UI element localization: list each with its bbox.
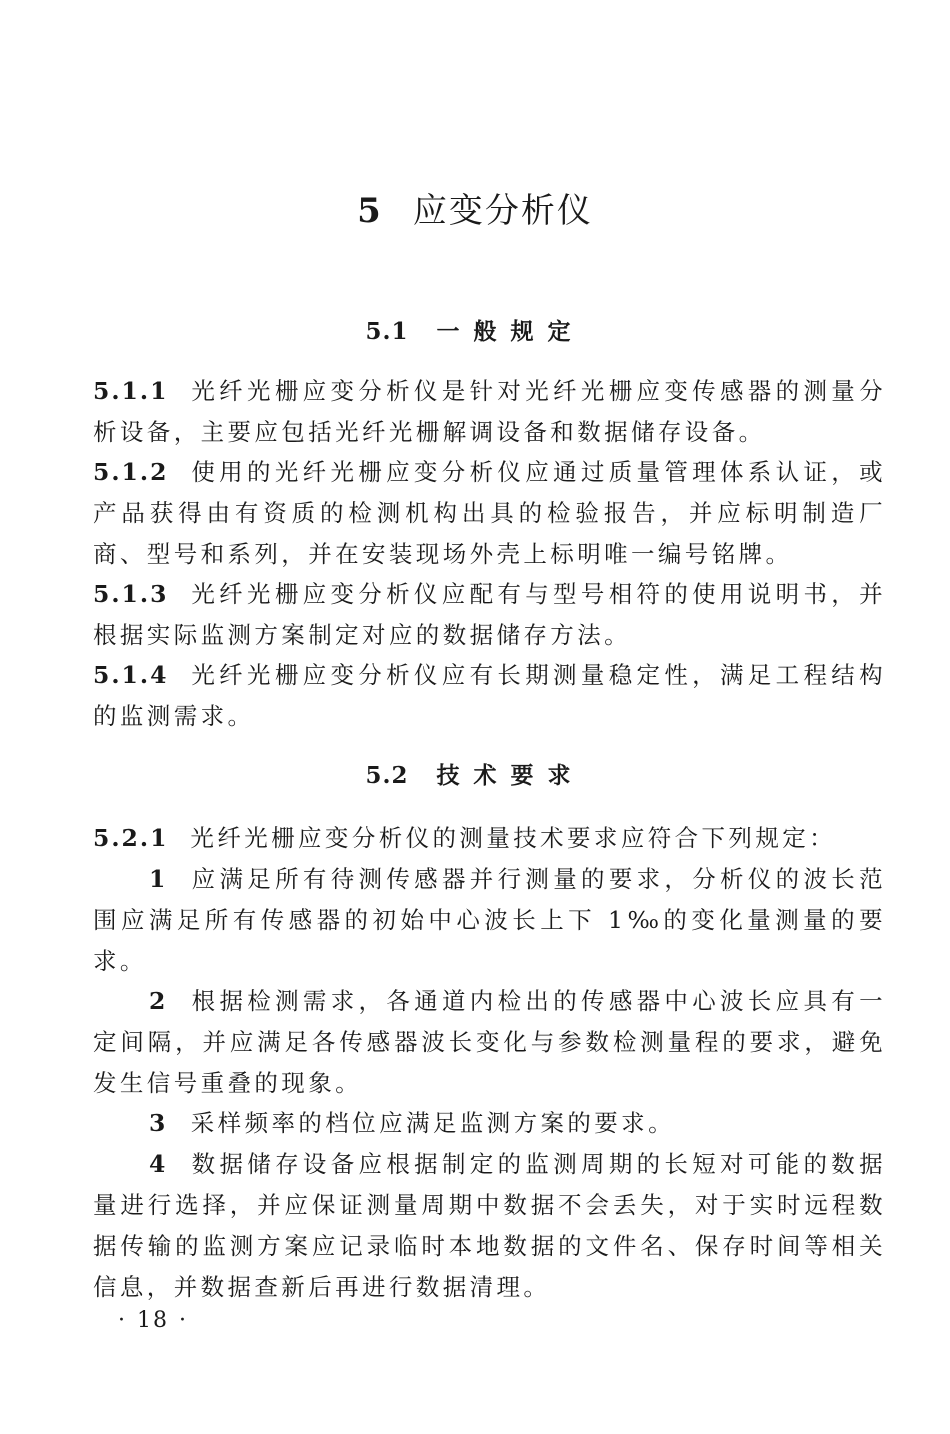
page-number-dot: · xyxy=(179,1308,188,1333)
item-number: 1 xyxy=(149,865,169,893)
clause-text: 使用的光纤光栅应变分析仪应通过质量管理体系认证，或产品获得由有资质的检测机构出具的检验报告，并应标明制造厂商、型号和系列，并在安装现场外壳上标明唯一编号铭牌。 xyxy=(93,458,886,568)
section-title-text: 一般规定 xyxy=(436,318,585,345)
clause-paragraph xyxy=(93,574,886,656)
clause-text: 光纤光栅应变分析仪是针对光纤光栅应变传感器的测量分析设备，主要应包括光纤光栅解调设备和数据储存设备。 xyxy=(93,377,886,446)
clause-number: 5.1.2 xyxy=(93,458,169,486)
clause-text: 光纤光栅应变分析仪应有长期测量稳定性，满足工程结构的监测需求。 xyxy=(93,661,886,730)
clause-paragraph xyxy=(93,818,886,859)
clause-number: 5.1.3 xyxy=(93,580,169,608)
list-item xyxy=(93,1144,886,1308)
chapter-title xyxy=(0,188,950,234)
chapter-number: 5 xyxy=(357,191,383,231)
page-number-value: 18 xyxy=(137,1308,169,1333)
item-text: 应满足所有待测传感器并行测量的要求，分析仪的波长范围应满足所有传感器的初始中心波长上下 1‰的变化量测量的要求。 xyxy=(93,865,886,975)
page-number xyxy=(108,1306,198,1336)
item-number: 2 xyxy=(149,987,169,1015)
clause-number: 5.1.1 xyxy=(93,377,169,405)
clause-text: 光纤光栅应变分析仪应配有与型号相符的使用说明书，并根据实际监测方案制定对应的数据储存方法。 xyxy=(93,580,886,649)
page-number-dot: · xyxy=(118,1308,127,1333)
section-title-text: 技术要求 xyxy=(436,762,585,789)
list-item xyxy=(93,981,886,1104)
section-number: 5.1 xyxy=(365,318,409,345)
clause-paragraph xyxy=(93,371,886,453)
item-text: 数据储存设备应根据制定的监测周期的长短对可能的数据量进行选择，并应保证测量周期中数据不会丢失，对于实时远程数据传输的监测方案应记录临时本地数据的文件名、保存时间等相关信息，并数据查新后再进行数据清理。 xyxy=(93,1150,886,1301)
clause-paragraph xyxy=(93,452,886,575)
item-number: 3 xyxy=(149,1109,169,1137)
item-number: 4 xyxy=(149,1150,169,1178)
list-item xyxy=(93,1103,886,1144)
section-title xyxy=(0,316,950,348)
chapter-title-text: 应变分析仪 xyxy=(412,191,593,231)
clause-paragraph xyxy=(93,655,886,737)
section-number: 5.2 xyxy=(365,762,409,789)
list-item xyxy=(93,859,886,982)
item-text: 采样频率的档位应满足监测方案的要求。 xyxy=(190,1109,675,1137)
clause-number: 5.2.1 xyxy=(93,824,169,852)
item-text: 根据检测需求，各通道内检出的传感器中心波长应具有一定间隔，并应满足各传感器波长变化与参数检测量程的要求，避免发生信号重叠的现象。 xyxy=(93,987,886,1097)
section-title xyxy=(0,760,950,792)
clause-text: 光纤光栅应变分析仪的测量技术要求应符合下列规定： xyxy=(190,824,837,852)
clause-number: 5.1.4 xyxy=(93,661,169,689)
